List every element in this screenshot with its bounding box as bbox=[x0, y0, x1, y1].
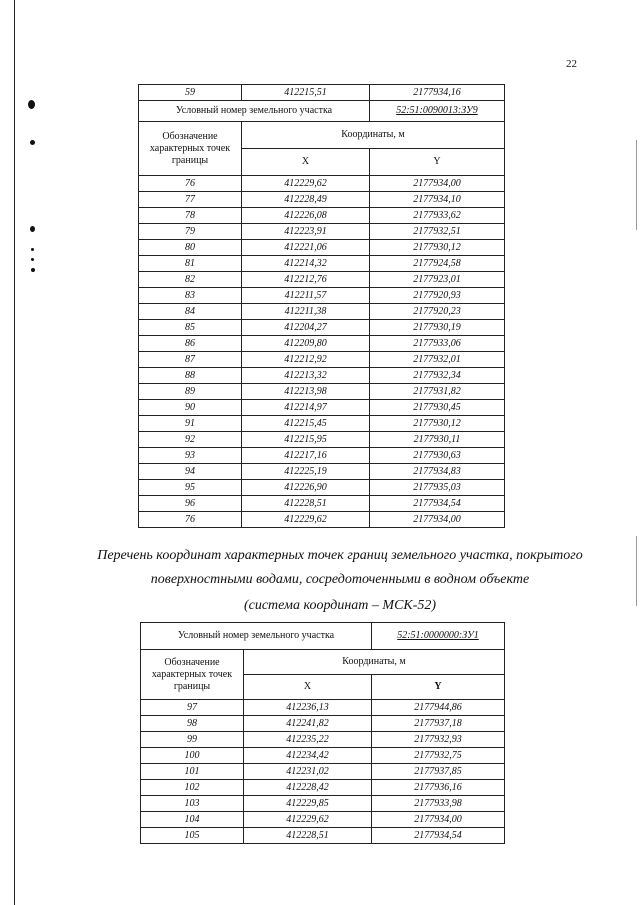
table-row bbox=[139, 176, 505, 192]
point-cell: 92 bbox=[139, 432, 242, 448]
table-row bbox=[141, 748, 505, 764]
x-cell: 412234,42 bbox=[244, 748, 372, 764]
scan-edge-line-right bbox=[636, 140, 637, 230]
parcel-id: 52:51:0090013:ЗУ9 bbox=[396, 105, 478, 116]
y-cell: 2177930,11 bbox=[370, 432, 505, 448]
scan-dot bbox=[30, 140, 35, 145]
table-row bbox=[141, 780, 505, 796]
header-y: Y bbox=[370, 149, 505, 176]
parcel-row bbox=[141, 623, 505, 650]
y-cell: 2177944,86 bbox=[372, 700, 505, 716]
point-cell: 85 bbox=[139, 320, 242, 336]
parcel-id-cell bbox=[372, 623, 505, 650]
y-cell: 2177934,54 bbox=[372, 828, 505, 844]
y-cell: 2177934,00 bbox=[370, 512, 505, 528]
y-cell: 2177930,12 bbox=[370, 416, 505, 432]
y-cell: 2177937,85 bbox=[372, 764, 505, 780]
coordinates-table-zu1 bbox=[140, 622, 505, 844]
table-row bbox=[139, 224, 505, 240]
x-cell: 412213,98 bbox=[242, 384, 370, 400]
y-cell: 2177935,03 bbox=[370, 480, 505, 496]
table-row bbox=[139, 304, 505, 320]
table-row bbox=[141, 716, 505, 732]
y-cell: 2177934,83 bbox=[370, 464, 505, 480]
y-cell: 2177930,63 bbox=[370, 448, 505, 464]
y-cell: 2177934,10 bbox=[370, 192, 505, 208]
coordinates-table-zu9 bbox=[138, 84, 505, 528]
y-cell: 2177932,75 bbox=[372, 748, 505, 764]
point-cell: 105 bbox=[141, 828, 244, 844]
y-cell: 2177932,93 bbox=[372, 732, 505, 748]
y-cell: 2177933,62 bbox=[370, 208, 505, 224]
point-cell: 101 bbox=[141, 764, 244, 780]
caption-line-2: поверхностными водами, сосредоточенными в водном объекте bbox=[150, 572, 530, 587]
point-cell: 102 bbox=[141, 780, 244, 796]
scan-dot bbox=[30, 226, 35, 232]
x-cell: 412212,92 bbox=[242, 352, 370, 368]
x-cell: 412229,85 bbox=[244, 796, 372, 812]
point-cell: 79 bbox=[139, 224, 242, 240]
x-cell: 412225,19 bbox=[242, 464, 370, 480]
point-cell: 97 bbox=[141, 700, 244, 716]
table-row bbox=[139, 320, 505, 336]
table-row bbox=[139, 496, 505, 512]
x-cell: 412214,32 bbox=[242, 256, 370, 272]
point-cell: 80 bbox=[139, 240, 242, 256]
table-row bbox=[141, 828, 505, 844]
y-cell: 2177936,16 bbox=[372, 780, 505, 796]
scan-dot bbox=[31, 248, 34, 251]
x-cell: 412213,32 bbox=[242, 368, 370, 384]
y-cell: 2177930,19 bbox=[370, 320, 505, 336]
header-x: X bbox=[242, 149, 370, 176]
x-cell: 412236,13 bbox=[244, 700, 372, 716]
table-row bbox=[139, 464, 505, 480]
x-cell: 412226,08 bbox=[242, 208, 370, 224]
header-point-label: Обозначение характерных точек границы bbox=[139, 122, 242, 176]
x-cell: 412221,06 bbox=[242, 240, 370, 256]
point-cell: 81 bbox=[139, 256, 242, 272]
x-cell: 412228,42 bbox=[244, 780, 372, 796]
header-point-label: Обозначение характерных точек границы bbox=[141, 650, 244, 700]
header-y: Y bbox=[372, 675, 505, 700]
x-cell: 412211,38 bbox=[242, 304, 370, 320]
y-cell: 2177931,82 bbox=[370, 384, 505, 400]
point-cell: 95 bbox=[139, 480, 242, 496]
table-row bbox=[139, 448, 505, 464]
table-row bbox=[139, 85, 505, 101]
point-cell: 76 bbox=[139, 512, 242, 528]
point-cell: 91 bbox=[139, 416, 242, 432]
y-cell: 2177932,34 bbox=[370, 368, 505, 384]
y-cell: 2177934,16 bbox=[370, 85, 505, 101]
table-row bbox=[141, 732, 505, 748]
table-row bbox=[139, 336, 505, 352]
y-cell: 2177937,18 bbox=[372, 716, 505, 732]
point-cell: 76 bbox=[139, 176, 242, 192]
y-cell: 2177930,12 bbox=[370, 240, 505, 256]
x-cell: 412209,80 bbox=[242, 336, 370, 352]
table-row bbox=[141, 700, 505, 716]
x-cell: 412215,95 bbox=[242, 432, 370, 448]
y-cell: 2177932,51 bbox=[370, 224, 505, 240]
scan-dot bbox=[31, 258, 34, 261]
y-cell: 2177934,54 bbox=[370, 496, 505, 512]
scan-edge-line-right-2 bbox=[636, 536, 637, 606]
x-cell: 412215,45 bbox=[242, 416, 370, 432]
x-cell: 412228,51 bbox=[242, 496, 370, 512]
table-row bbox=[141, 764, 505, 780]
table-row bbox=[139, 368, 505, 384]
x-cell: 412217,16 bbox=[242, 448, 370, 464]
caption-line-1: Перечень координат характерных точек границ земельного участка, покрытого bbox=[97, 548, 583, 563]
point-cell: 83 bbox=[139, 288, 242, 304]
table-row bbox=[139, 256, 505, 272]
point-cell: 86 bbox=[139, 336, 242, 352]
parcel-id: 52:51:0000000:ЗУ1 bbox=[397, 630, 479, 641]
x-cell: 412229,62 bbox=[244, 812, 372, 828]
table-row bbox=[139, 352, 505, 368]
caption-line-3: (система координат – МСК-52) bbox=[243, 598, 437, 613]
x-cell: 412214,97 bbox=[242, 400, 370, 416]
y-cell: 2177934,00 bbox=[372, 812, 505, 828]
scan-dot bbox=[28, 100, 35, 109]
table-row bbox=[139, 432, 505, 448]
x-cell: 412235,22 bbox=[244, 732, 372, 748]
table-row bbox=[139, 288, 505, 304]
scan-edge-line-left bbox=[14, 0, 15, 905]
header-coords-label: Координаты, м bbox=[244, 650, 505, 675]
table-row bbox=[139, 240, 505, 256]
point-cell: 88 bbox=[139, 368, 242, 384]
point-cell: 93 bbox=[139, 448, 242, 464]
x-cell: 412223,91 bbox=[242, 224, 370, 240]
parcel-label: Условный номер земельного участка bbox=[141, 623, 372, 650]
point-cell: 89 bbox=[139, 384, 242, 400]
point-cell: 77 bbox=[139, 192, 242, 208]
y-cell: 2177920,93 bbox=[370, 288, 505, 304]
y-cell: 2177933,06 bbox=[370, 336, 505, 352]
y-cell: 2177933,98 bbox=[372, 796, 505, 812]
y-cell: 2177930,45 bbox=[370, 400, 505, 416]
table-row bbox=[141, 796, 505, 812]
y-cell: 2177923,01 bbox=[370, 272, 505, 288]
y-cell: 2177932,01 bbox=[370, 352, 505, 368]
point-cell: 99 bbox=[141, 732, 244, 748]
header-x: X bbox=[244, 675, 372, 700]
table-row bbox=[139, 480, 505, 496]
x-cell: 412228,49 bbox=[242, 192, 370, 208]
point-cell: 82 bbox=[139, 272, 242, 288]
point-cell: 90 bbox=[139, 400, 242, 416]
x-cell: 412229,62 bbox=[242, 176, 370, 192]
point-cell: 84 bbox=[139, 304, 242, 320]
header-coords-label: Координаты, м bbox=[242, 122, 505, 149]
table-row bbox=[139, 384, 505, 400]
header-row bbox=[139, 122, 505, 149]
x-cell: 412226,90 bbox=[242, 480, 370, 496]
table-row bbox=[139, 400, 505, 416]
table-row bbox=[139, 416, 505, 432]
x-cell: 412228,51 bbox=[244, 828, 372, 844]
y-cell: 2177924,58 bbox=[370, 256, 505, 272]
parcel-row bbox=[139, 101, 505, 122]
x-cell: 412212,76 bbox=[242, 272, 370, 288]
point-cell: 59 bbox=[139, 85, 242, 101]
table-row bbox=[139, 208, 505, 224]
table-row bbox=[139, 512, 505, 528]
x-cell: 412231,02 bbox=[244, 764, 372, 780]
point-cell: 87 bbox=[139, 352, 242, 368]
parcel-id-cell bbox=[370, 101, 505, 122]
y-cell: 2177920,23 bbox=[370, 304, 505, 320]
point-cell: 104 bbox=[141, 812, 244, 828]
table-row bbox=[141, 812, 505, 828]
point-cell: 98 bbox=[141, 716, 244, 732]
point-cell: 96 bbox=[139, 496, 242, 512]
point-cell: 103 bbox=[141, 796, 244, 812]
table-row bbox=[139, 192, 505, 208]
x-cell: 412204,27 bbox=[242, 320, 370, 336]
x-cell: 412241,82 bbox=[244, 716, 372, 732]
point-cell: 78 bbox=[139, 208, 242, 224]
table-row bbox=[139, 272, 505, 288]
point-cell: 100 bbox=[141, 748, 244, 764]
y-cell: 2177934,00 bbox=[370, 176, 505, 192]
parcel-label: Условный номер земельного участка bbox=[139, 101, 370, 122]
x-cell: 412229,62 bbox=[242, 512, 370, 528]
point-cell: 94 bbox=[139, 464, 242, 480]
page-number: 22 bbox=[566, 58, 577, 70]
x-cell: 412215,51 bbox=[242, 85, 370, 101]
x-cell: 412211,57 bbox=[242, 288, 370, 304]
header-row bbox=[141, 650, 505, 675]
scan-dot bbox=[31, 268, 35, 272]
